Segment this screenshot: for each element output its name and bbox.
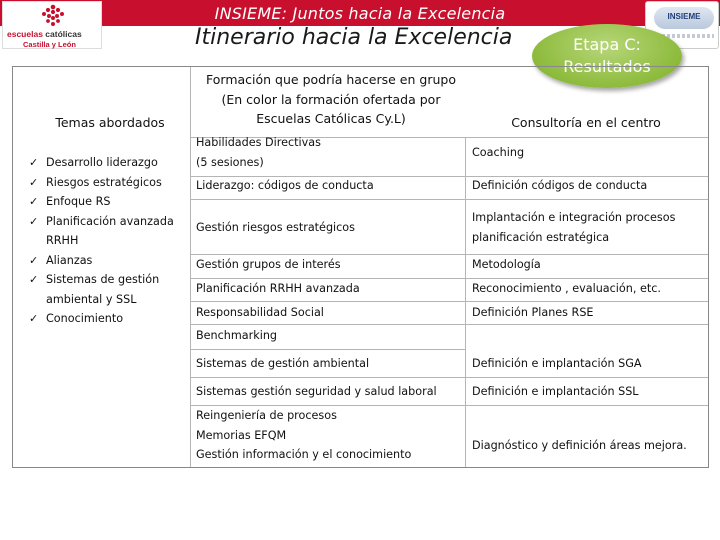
checkmark-icon: ✓	[29, 312, 39, 325]
consulting-cell: Definición e implantación SSL	[472, 385, 639, 398]
training-cell: Habilidades Directivas (5 sesiones)	[196, 136, 321, 169]
topic-item-continued: RRHH	[46, 234, 79, 247]
topics-list	[29, 153, 189, 329]
consulting-cell: Metodología	[472, 258, 541, 271]
training-cell: Gestión grupos de interés	[196, 258, 341, 271]
header-training-line: (En color la formación ofertada por	[221, 91, 441, 107]
training-cell: Gestión riesgos estratégicos	[196, 221, 355, 234]
consulting-cell: Coaching	[472, 146, 525, 159]
header-training-line: Formación que podría hacerse en grupo	[206, 72, 456, 87]
topic-item: ✓ Enfoque RS	[29, 192, 189, 212]
row-divider	[191, 301, 708, 302]
topic-item: ✓ Alianzas	[29, 251, 189, 271]
logo-text-escuelas: escuelas	[7, 29, 43, 39]
consulting-cell: Definición e implantación SGA	[472, 357, 642, 370]
checkmark-icon: ✓	[29, 273, 39, 286]
itinerary-table	[12, 66, 709, 468]
row-divider	[191, 349, 465, 350]
cross-logo-icon	[40, 4, 66, 28]
row-divider	[191, 324, 708, 325]
header-topics: Temas abordados	[55, 115, 165, 130]
consulting-cell: Reconocimiento , evaluación, etc.	[472, 282, 661, 295]
row-divider	[191, 377, 708, 378]
training-cell: Sistemas gestión seguridad y salud laboral	[196, 385, 437, 398]
training-cell: Responsabilidad Social	[196, 306, 324, 319]
training-cell: Reingeniería de procesos Memorias EFQM Gestión información y el conocimiento	[196, 409, 412, 461]
checkmark-icon: ✓	[29, 156, 39, 169]
consulting-cell: Definición códigos de conducta	[472, 179, 648, 192]
header-title: INSIEME: Juntos hacia la Excelencia	[214, 4, 506, 23]
topic-item-continued: ambiental y SSL	[46, 292, 137, 306]
page-subtitle: Itinerario hacia la Excelencia	[195, 25, 513, 50]
training-cell: Sistemas de gestión ambiental	[196, 357, 370, 370]
stage-label: Etapa C:	[573, 35, 641, 54]
column-divider	[465, 137, 466, 467]
topic-item: ✓ Desarrollo liderazgo	[29, 153, 189, 173]
stage-name: Resultados	[563, 57, 651, 76]
topic-item: ✓ Riesgos estratégicos	[29, 173, 189, 193]
topic-item: ✓ Conocimiento	[29, 309, 189, 329]
checkmark-icon: ✓	[29, 175, 39, 189]
row-divider	[191, 199, 708, 200]
consulting-cell: Definición Planes RSE	[472, 306, 594, 319]
topic-item: ✓ Sistemas de gestión	[29, 270, 189, 290]
checkmark-icon: ✓	[29, 195, 39, 208]
header-consulting: Consultoría en el centro	[511, 115, 661, 130]
consulting-cell: Implantación e integración procesos planificación estratégica	[472, 211, 676, 244]
header-training-line: Escuelas Católicas Cy.L)	[256, 111, 406, 126]
escuelas-catolicas-logo	[2, 1, 102, 49]
insieme-logo-text: INSIEME	[667, 12, 701, 21]
logo-text-catolicas: católicas	[45, 29, 82, 39]
checkmark-icon: ✓	[29, 214, 39, 228]
training-cell: Liderazgo: códigos de conducta	[196, 179, 374, 192]
header-training	[191, 70, 471, 129]
logo-text-region: Castilla y León	[23, 40, 76, 49]
checkmark-icon: ✓	[29, 253, 39, 267]
training-cell: Planificación RRHH avanzada	[196, 282, 360, 295]
consulting-cell: Diagnóstico y definición áreas mejora.	[472, 439, 687, 452]
topic-item: ✓ Planificación avanzada	[29, 212, 189, 232]
training-cell: Benchmarking	[196, 329, 278, 342]
